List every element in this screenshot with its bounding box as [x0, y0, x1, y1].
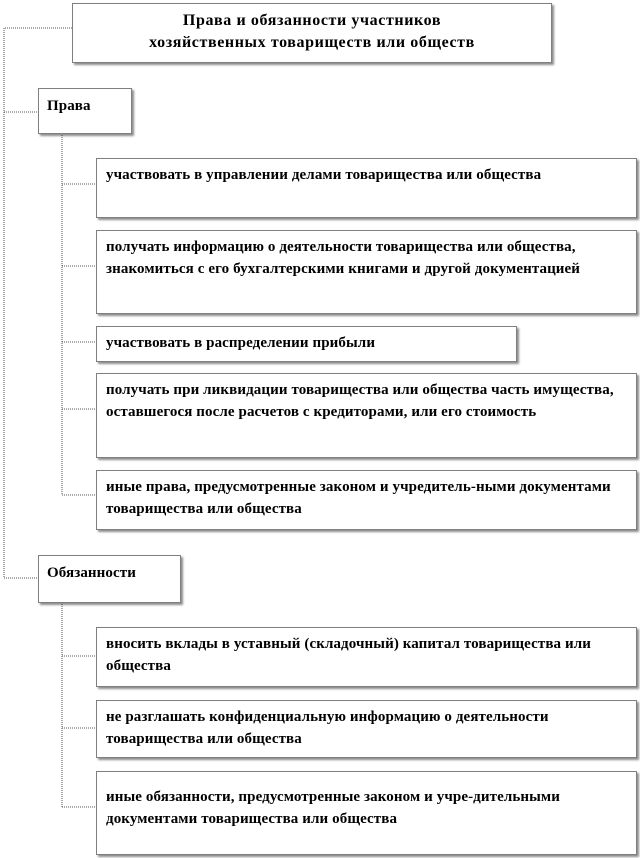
rights-item-1: [96, 158, 637, 218]
diagram-title: [72, 3, 552, 63]
rights-item-5: [96, 470, 637, 530]
section-rights: [38, 88, 132, 134]
rights-item-text: участвовать в управлении делами товарищества или общества: [106, 167, 542, 183]
duties-item-text: не разглашать конфиденциальную информацию о деятельности товарищества или общества: [106, 709, 549, 747]
duties-item-1: [96, 627, 637, 687]
duties-item-3: [96, 771, 637, 855]
title-line-1: Права и обязанности участников: [182, 12, 442, 29]
section-duties-label: Обязанности: [47, 565, 136, 581]
section-rights-label: Права: [47, 98, 91, 114]
duties-item-2: [96, 700, 637, 758]
rights-item-text: получать информацию о деятельности товарищества или общества, знакомиться с его бухгалтерскими книгами и другой документацией: [106, 239, 581, 277]
section-duties: [38, 555, 181, 603]
rights-item-text: получать при ликвидации товарищества или общества часть имущества, оставшегося после расчетов с кредиторами, или его стоимость: [106, 382, 614, 420]
title-line-2: хозяйственных товариществ или обществ: [149, 34, 475, 51]
rights-item-text: участвовать в распределении прибыли: [106, 335, 376, 351]
rights-item-text: иные права, предусмотренные законом и учредитель-ными документами товарищества или общества: [106, 479, 611, 517]
duties-item-text: иные обязанности, предусмотренные законом и учре-дительными документами товарищества или общества: [106, 789, 560, 827]
rights-item-3: [96, 326, 517, 362]
rights-item-4: [96, 373, 637, 458]
duties-item-text: вносить вклады в уставный (складочный) капитал товарищества или общества: [106, 636, 591, 674]
rights-item-2: [96, 230, 637, 314]
